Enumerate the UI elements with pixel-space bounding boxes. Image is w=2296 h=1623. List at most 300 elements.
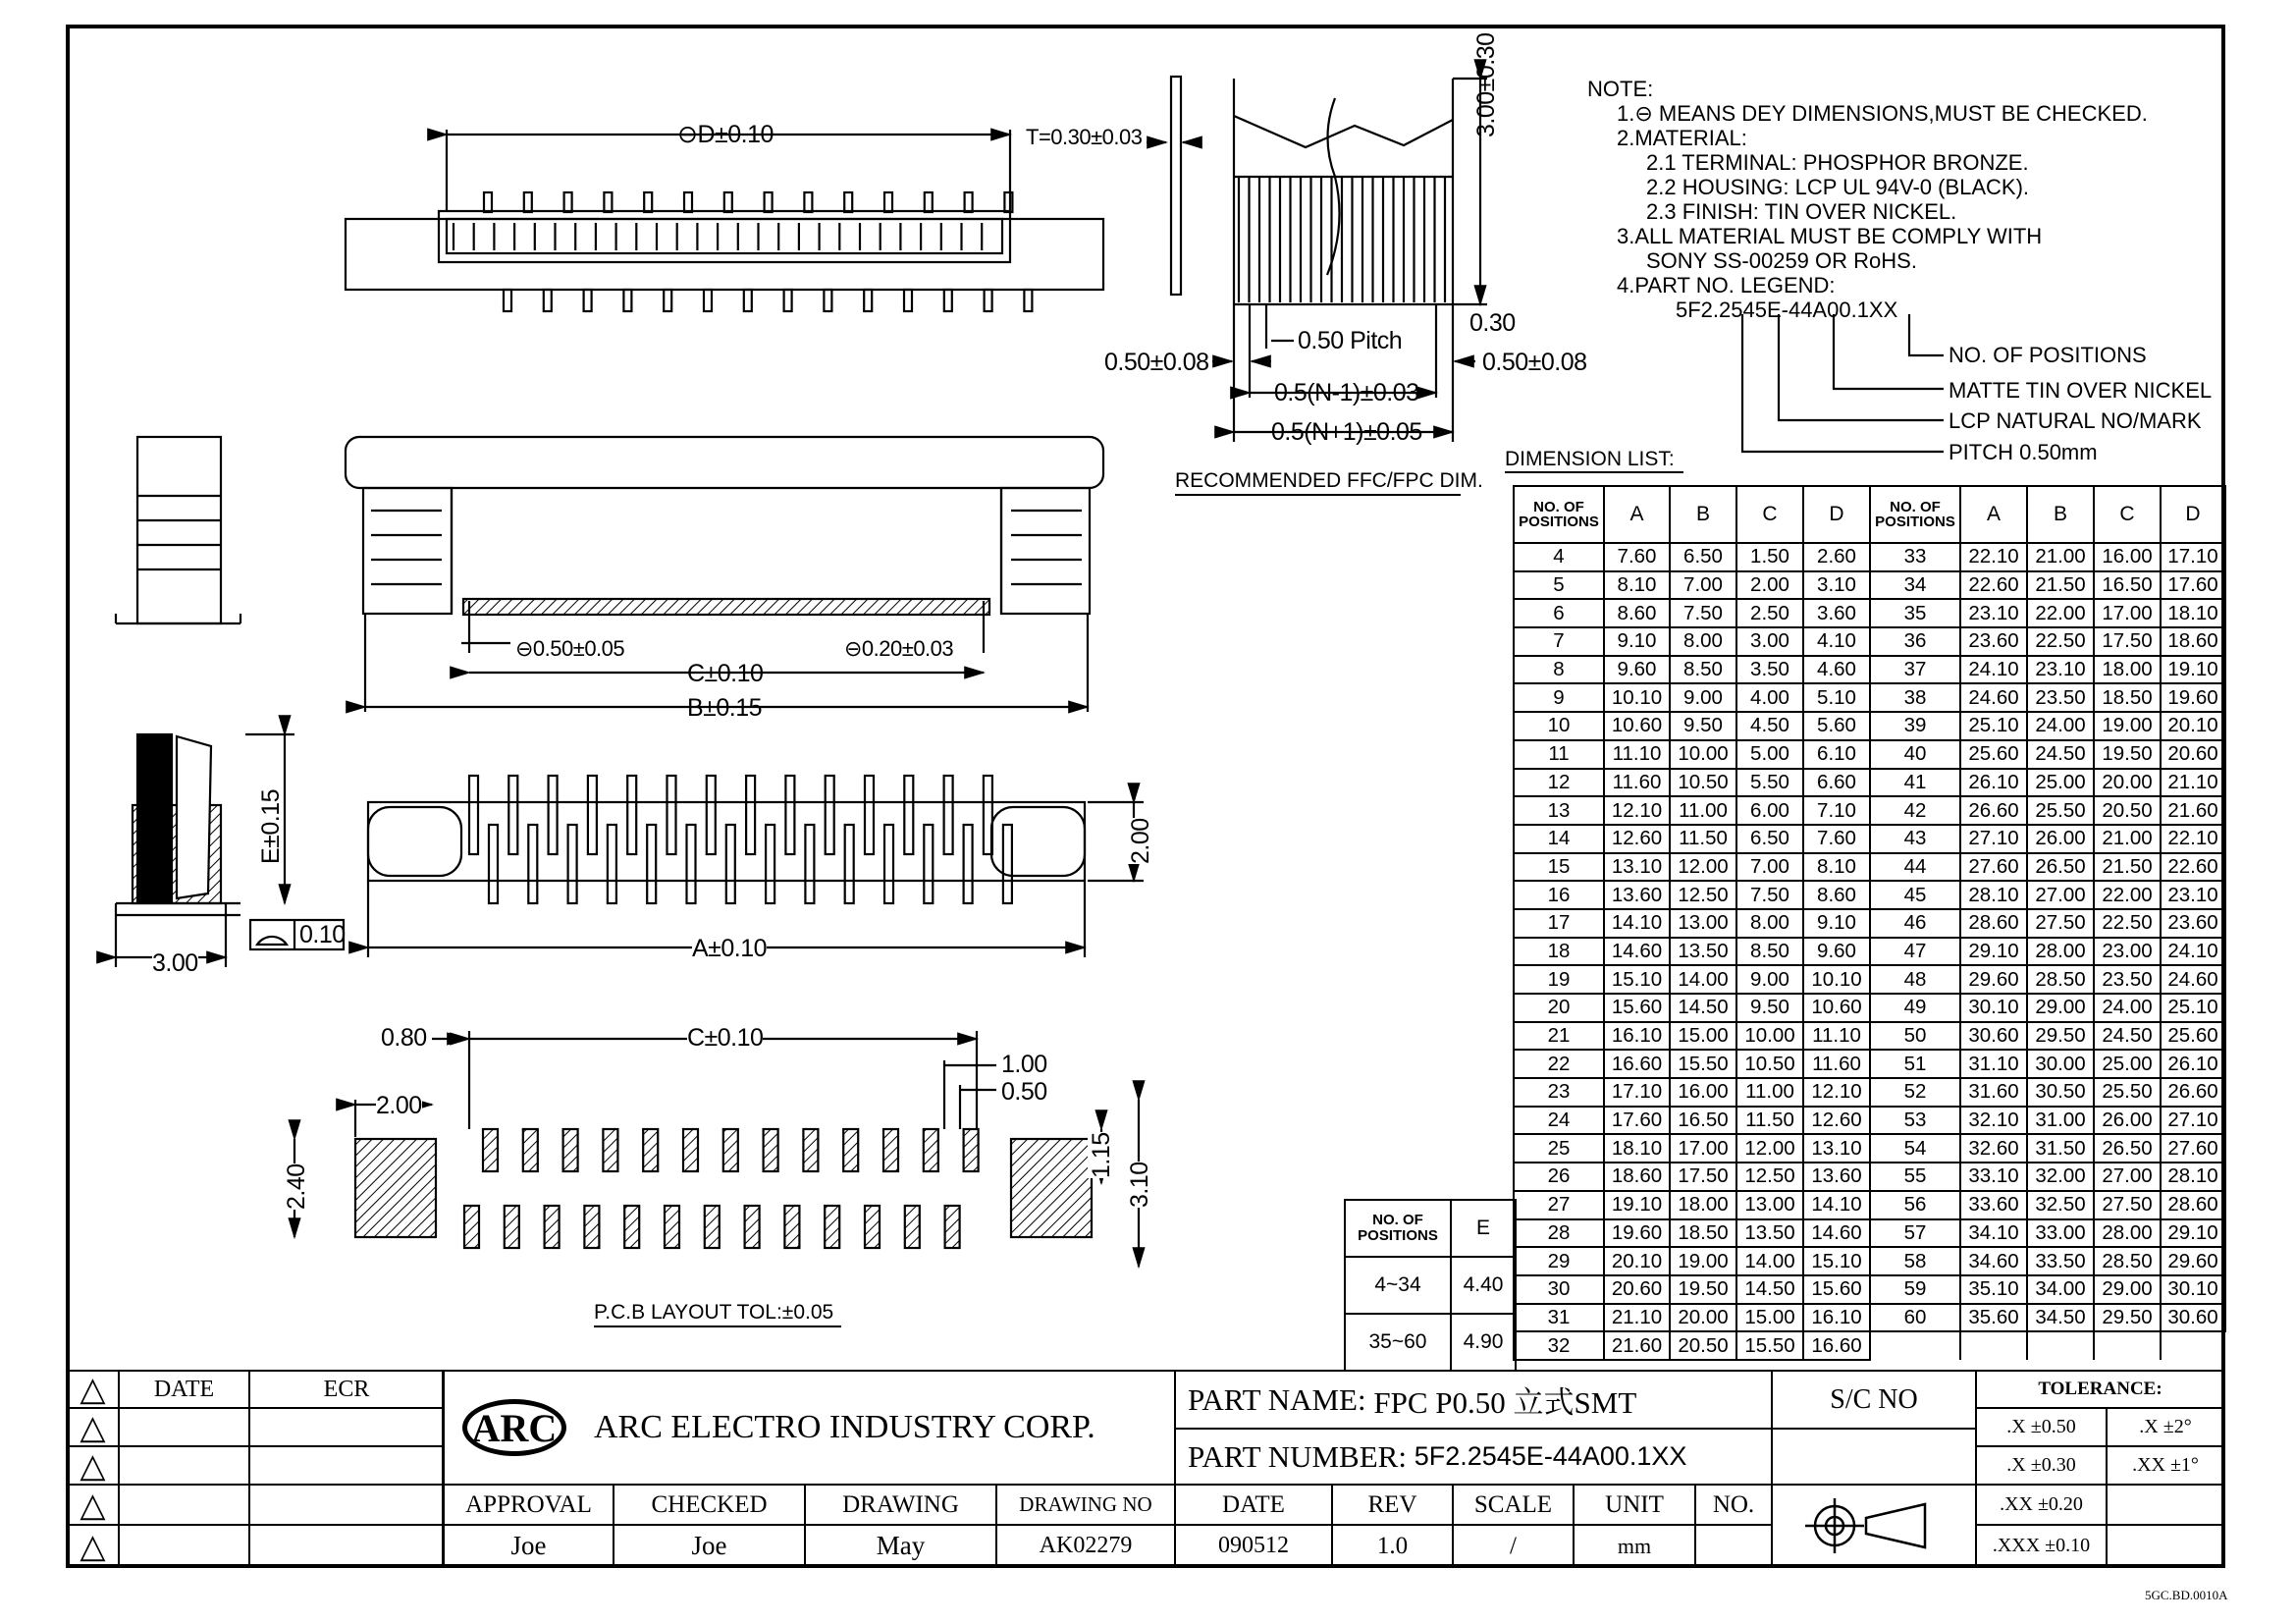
legend-item: NO. OF POSITIONS	[1949, 343, 2147, 367]
projection-symbol-icon	[1771, 1484, 1977, 1568]
pcb-pad	[803, 1129, 818, 1171]
table-cell: 6.60	[1803, 769, 1870, 797]
table-row	[1514, 938, 2225, 966]
table-cell: 21.60	[1604, 1331, 1670, 1360]
rev-label: REV	[1331, 1484, 1454, 1526]
table-cell: 35.60	[1960, 1304, 2027, 1332]
part-name: FPC P0.50 立式SMT	[1373, 1385, 1637, 1420]
unit-value: mm	[1573, 1524, 1696, 1568]
pcb-pad	[643, 1129, 658, 1171]
pcb-pad	[624, 1206, 639, 1248]
table-cell: 10	[1514, 712, 1604, 740]
table-cell: 27.10	[2161, 1107, 2225, 1135]
table-cell: 16.10	[1803, 1304, 1870, 1332]
table-cell: 30	[1514, 1275, 1604, 1304]
table-cell: 7.00	[1670, 571, 1736, 600]
table-cell: 46	[1870, 909, 1960, 938]
logo-text: ARC	[471, 1405, 558, 1450]
table-cell: 44	[1870, 853, 1960, 882]
table-cell: 6.50	[1670, 543, 1736, 571]
table-cell: 12.50	[1736, 1163, 1803, 1191]
table-cell: 15.00	[1670, 1022, 1736, 1051]
table-cell: 37	[1870, 656, 1960, 684]
drawing-label: DRAWING	[804, 1484, 997, 1526]
bottom-pin-down	[805, 825, 814, 903]
top-pin	[704, 290, 712, 311]
pcb-pad	[603, 1129, 617, 1171]
table-cell: 11.60	[1803, 1050, 1870, 1078]
table-cell: 11.60	[1604, 769, 1670, 797]
table-cell: 5.10	[1803, 683, 1870, 712]
table-cell: 22.50	[2094, 909, 2161, 938]
notes	[1587, 77, 2148, 322]
table-cell: 30.10	[2161, 1275, 2225, 1304]
table-cell: 11.10	[1803, 1022, 1870, 1051]
pcb-pad	[705, 1206, 720, 1248]
table-cell: 7.50	[1736, 881, 1803, 909]
table-cell: 26	[1514, 1163, 1604, 1191]
scale-label: SCALE	[1452, 1484, 1575, 1526]
table-cell: 33.50	[2027, 1247, 2094, 1275]
table-cell: 18.00	[1670, 1191, 1736, 1219]
part-number-label: PART NUMBER:	[1188, 1438, 1407, 1474]
company-logo	[462, 1399, 566, 1456]
table-cell: 21.10	[2161, 769, 2225, 797]
table-row	[1514, 881, 2225, 909]
table-cell: 26.10	[2161, 1050, 2225, 1078]
dim-pcb-200: 2.00	[376, 1092, 422, 1119]
approval-label: APPROVAL	[443, 1484, 614, 1526]
table-cell: 51	[1870, 1050, 1960, 1078]
table-cell: 23.60	[1960, 627, 2027, 656]
table-cell: 54	[1870, 1134, 1960, 1163]
pcb-pad	[883, 1129, 898, 1171]
table-cell: 41	[1870, 769, 1960, 797]
dim-pcb-050: 0.50	[1001, 1078, 1047, 1106]
top-pin	[684, 192, 692, 212]
table-cell: 20.50	[1670, 1331, 1736, 1360]
bottom-pin-up	[588, 776, 597, 854]
table-cell: 29.60	[2161, 1247, 2225, 1275]
dim-ffc-l: 0.50±0.08	[1104, 349, 1209, 376]
table-cell: 5.50	[1736, 769, 1803, 797]
table-cell: 15.50	[1736, 1331, 1803, 1360]
approval-value: Joe	[443, 1524, 614, 1568]
table-cell: 18.60	[2161, 627, 2225, 656]
pcb-pad	[563, 1129, 578, 1171]
table-cell: 21.50	[2027, 571, 2094, 600]
table-cell: 23.60	[2161, 909, 2225, 938]
pcb-pad	[745, 1206, 760, 1248]
table-cell: 17.60	[2161, 571, 2225, 600]
note-line: 3.ALL MATERIAL MUST BE COMPLY WITH	[1617, 224, 2043, 248]
table-cell: 32	[1514, 1331, 1604, 1360]
dimension-list-header: NO. OF POSITIONS	[1870, 486, 1960, 543]
table-cell: 20.00	[1670, 1304, 1736, 1332]
table-cell: 32.50	[2027, 1191, 2094, 1219]
table-cell: 7	[1514, 627, 1604, 656]
bottom-pin-up	[944, 776, 953, 854]
table-cell: 59	[1870, 1275, 1960, 1304]
table-cell: 8.00	[1736, 909, 1803, 938]
tolerance-value: .X ±0.50	[1975, 1407, 2108, 1447]
bottom-pin-down	[884, 825, 893, 903]
table-cell: 56	[1870, 1191, 1960, 1219]
table-cell: 15.10	[1803, 1247, 1870, 1275]
table-cell: 3.60	[1803, 599, 1870, 627]
pcb-pad	[545, 1206, 560, 1248]
date2-value: 090512	[1174, 1524, 1333, 1568]
table-cell: 25.00	[2094, 1050, 2161, 1078]
table-cell: 7.50	[1670, 599, 1736, 627]
table-cell: 12.60	[1604, 825, 1670, 853]
table-cell: 10.50	[1670, 769, 1736, 797]
table-cell: 14.60	[1604, 938, 1670, 966]
top-pin	[484, 192, 492, 212]
table-cell: 25.10	[1960, 712, 2027, 740]
table-cell: 10.60	[1803, 994, 1870, 1022]
table-cell: 13.50	[1736, 1219, 1803, 1248]
table-cell: 16.10	[1604, 1022, 1670, 1051]
table-cell: 20.60	[2161, 740, 2225, 769]
table-cell: 23.10	[1960, 599, 2027, 627]
table-row	[1514, 909, 2225, 938]
table-row	[1514, 825, 2225, 853]
dim-b: B±0.15	[687, 694, 763, 722]
table-cell: 19.00	[1670, 1247, 1736, 1275]
table-cell: 13.10	[1803, 1134, 1870, 1163]
top-pin	[965, 192, 973, 212]
table-cell: 9.60	[1803, 938, 1870, 966]
table-cell: 31.50	[2027, 1134, 2094, 1163]
table-cell: 49	[1870, 994, 1960, 1022]
table-cell: 19.10	[2161, 656, 2225, 684]
table-cell: 29.60	[1960, 965, 2027, 994]
pcb-pad	[784, 1206, 799, 1248]
table-row	[1514, 1134, 2225, 1163]
table-cell: 9	[1514, 683, 1604, 712]
table-cell: 24	[1514, 1107, 1604, 1135]
table-cell: 25.60	[1960, 740, 2027, 769]
table-cell: 12.60	[1803, 1107, 1870, 1135]
revision-triangle-icon: △	[66, 1445, 120, 1486]
table-row	[1514, 1078, 2225, 1107]
table-cell: 14.00	[1670, 965, 1736, 994]
table-cell: 18.60	[1604, 1163, 1670, 1191]
table-cell: 13.60	[1803, 1163, 1870, 1191]
table-cell: 15.60	[1803, 1275, 1870, 1304]
table-row	[1514, 1107, 2225, 1135]
table-cell: 16.50	[2094, 571, 2161, 600]
table-cell: 22.00	[2027, 599, 2094, 627]
dim-ffc-n1: 0.5(N-1)±0.03	[1274, 379, 1419, 406]
table-cell: 4	[1514, 543, 1604, 571]
table-cell: 20.10	[1604, 1247, 1670, 1275]
table-cell: 27.50	[2027, 909, 2094, 938]
ffc-title: RECOMMENDED FFC/FPC DIM.	[1175, 469, 1483, 492]
table-cell: 18.50	[2094, 683, 2161, 712]
table-cell: 26.60	[1960, 796, 2027, 825]
table-cell: 28.10	[2161, 1163, 2225, 1191]
table-cell: 31.60	[1960, 1078, 2027, 1107]
table-row	[1514, 1022, 2225, 1051]
table-cell: 3.50	[1736, 656, 1803, 684]
top-pin	[584, 290, 592, 311]
table-cell: 23	[1514, 1078, 1604, 1107]
table-cell: 6	[1514, 599, 1604, 627]
table-row	[1514, 656, 2225, 684]
dim-pcb-c: C±0.10	[687, 1024, 764, 1052]
e-table-header: E	[1451, 1200, 1516, 1257]
table-row	[1514, 740, 2225, 769]
dimension-list-header: A	[1604, 486, 1670, 543]
table-cell: 4.60	[1803, 656, 1870, 684]
dim-a: A±0.10	[692, 935, 768, 962]
table-cell: 35	[1870, 599, 1960, 627]
table-cell: 29.10	[2161, 1219, 2225, 1248]
table-cell: 23.10	[2027, 656, 2094, 684]
bottom-pin-up	[627, 776, 636, 854]
top-pin	[544, 290, 552, 311]
drawing-no-label: DRAWING NO	[995, 1484, 1176, 1526]
table-cell: 25.60	[2161, 1022, 2225, 1051]
revision-triangle-icon: △	[66, 1484, 120, 1526]
tolerance-value: .X ±2°	[2106, 1407, 2225, 1447]
table-cell: 22.00	[2094, 881, 2161, 909]
table-cell: 13	[1514, 796, 1604, 825]
top-pin	[784, 290, 792, 311]
table-cell: 60	[1870, 1304, 1960, 1332]
table-cell: 34	[1870, 571, 1960, 600]
table-cell: 14.50	[1736, 1275, 1803, 1304]
table-cell: 47	[1870, 938, 1960, 966]
top-pin	[1004, 192, 1012, 212]
bottom-pin-up	[785, 776, 794, 854]
dim-pcb-310: 3.10	[1126, 1162, 1153, 1208]
company-name: ARC ELECTRO INDUSTRY CORP.	[594, 1409, 1095, 1445]
dim-pcb-100: 1.00	[1001, 1051, 1047, 1078]
table-cell: 19.50	[2094, 740, 2161, 769]
table-cell: 16	[1514, 881, 1604, 909]
pcb-pad	[723, 1129, 738, 1171]
dimension-list-header: C	[2094, 486, 2161, 543]
table-cell: 19.60	[1604, 1219, 1670, 1248]
table-row	[1514, 1219, 2225, 1248]
table-cell: 21.50	[2094, 853, 2161, 882]
drawing-no-value: AK02279	[995, 1524, 1176, 1568]
bottom-pin-down	[726, 825, 735, 903]
table-row	[1514, 712, 2225, 740]
dimension-list-header: B	[2027, 486, 2094, 543]
table-cell: 29.00	[2094, 1275, 2161, 1304]
unit-label: UNIT	[1573, 1484, 1696, 1526]
table-cell: 23.10	[2161, 881, 2225, 909]
table-row	[1514, 853, 2225, 882]
table-row	[1514, 543, 2225, 571]
table-cell: 8.50	[1736, 938, 1803, 966]
table-cell: 38	[1870, 683, 1960, 712]
notes-header: NOTE:	[1587, 77, 1654, 101]
bottom-pin-down	[647, 825, 656, 903]
bottom-pin-down	[964, 825, 973, 903]
table-row	[1514, 1247, 2225, 1275]
note-line: SONY SS-00259 OR RoHS.	[1646, 248, 1917, 273]
table-cell: 14.10	[1604, 909, 1670, 938]
tolerance-value: .XXX ±0.10	[1975, 1524, 2108, 1568]
dim-pcb-080: 0.80	[381, 1024, 427, 1052]
table-cell: 14.10	[1803, 1191, 1870, 1219]
top-pin	[925, 192, 933, 212]
table-cell: 24.00	[2094, 994, 2161, 1022]
legend-leaders	[1742, 314, 1944, 452]
pcb-title: P.C.B LAYOUT TOL:±0.05	[594, 1301, 834, 1324]
table-cell: 15.10	[1604, 965, 1670, 994]
tolerance-header: TOLERANCE:	[1975, 1370, 2225, 1409]
table-row	[1514, 1191, 2225, 1219]
table-cell: 16.60	[1803, 1331, 1870, 1360]
table-cell: 25.50	[2027, 796, 2094, 825]
bottom-pin-up	[667, 776, 676, 854]
dimension-list-header: A	[1960, 486, 2027, 543]
table-cell: 9.00	[1736, 965, 1803, 994]
bottom-view	[368, 776, 1144, 957]
top-pin	[623, 290, 631, 311]
dimension-list-header: B	[1670, 486, 1736, 543]
table-cell: 13.60	[1604, 881, 1670, 909]
table-cell: 22.10	[2161, 825, 2225, 853]
table-cell: 14.50	[1670, 994, 1736, 1022]
dim-w3: 3.00	[152, 949, 198, 977]
table-cell: 29.50	[2094, 1304, 2161, 1332]
top-pin	[844, 192, 852, 212]
table-cell: 27.60	[2161, 1134, 2225, 1163]
top-pin	[1024, 290, 1032, 311]
pcb-pad	[483, 1129, 498, 1171]
table-cell: 27	[1514, 1191, 1604, 1219]
table-cell: 4.50	[1736, 712, 1803, 740]
table-cell: 53	[1870, 1107, 1960, 1135]
table-cell: 28.60	[1960, 909, 2027, 938]
top-pin	[884, 192, 892, 212]
dim-ffc-h: 3.00±0.30	[1472, 32, 1500, 137]
table-cell: 12.10	[1604, 796, 1670, 825]
table-cell: 3.00	[1736, 627, 1803, 656]
table-cell: 31.00	[2027, 1107, 2094, 1135]
table-cell: 16.50	[1670, 1107, 1736, 1135]
table-cell: 17.50	[2094, 627, 2161, 656]
table-cell: 4.10	[1803, 627, 1870, 656]
table-cell: 2.50	[1736, 599, 1803, 627]
table-cell: 24.60	[1960, 683, 2027, 712]
table-cell: 33.00	[2027, 1219, 2094, 1248]
table-cell: 7.60	[1803, 825, 1870, 853]
pcb-pad	[505, 1206, 519, 1248]
table-cell: 31	[1514, 1304, 1604, 1332]
bottom-pin-down	[1003, 825, 1012, 903]
table-row	[1514, 1275, 2225, 1304]
table-cell: 3.10	[1803, 571, 1870, 600]
table-cell: 24.10	[1960, 656, 2027, 684]
table-cell: 30.10	[1960, 994, 2027, 1022]
table-cell: 13.00	[1736, 1191, 1803, 1219]
table-cell: 19	[1514, 965, 1604, 994]
table-cell: 52	[1870, 1078, 1960, 1107]
dim-h2: 2.00	[1127, 818, 1154, 864]
top-pin	[664, 290, 671, 311]
e-table-header: NO. OF POSITIONS	[1345, 1200, 1451, 1257]
table-cell: 2.00	[1736, 571, 1803, 600]
table-cell: 24.50	[2094, 1022, 2161, 1051]
table-cell: 9.10	[1604, 627, 1670, 656]
table-cell: 31.10	[1960, 1050, 2027, 1078]
table-cell: 11.10	[1604, 740, 1670, 769]
table-cell: 25	[1514, 1134, 1604, 1163]
table-cell: 10.10	[1803, 965, 1870, 994]
top-pin	[765, 192, 773, 212]
table-cell: 13.00	[1670, 909, 1736, 938]
table-cell: 28.10	[1960, 881, 2027, 909]
table-cell: 35.10	[1960, 1275, 2027, 1304]
dim-ffc-r: 0.50±0.08	[1482, 349, 1587, 376]
table-cell: 5	[1514, 571, 1604, 600]
table-cell: 20.00	[2094, 769, 2161, 797]
dim-e: E±0.15	[257, 788, 285, 864]
table-cell: 17.10	[1604, 1078, 1670, 1107]
table-cell: 18.10	[1604, 1134, 1670, 1163]
pcb-pad	[764, 1129, 778, 1171]
table-cell: 7.60	[1604, 543, 1670, 571]
table-cell: 25.10	[2161, 994, 2225, 1022]
e-table-cell: 35~60	[1345, 1314, 1451, 1371]
table-cell: 14.60	[1803, 1219, 1870, 1248]
pcb-pad	[523, 1129, 538, 1171]
legend-code: 5F2.2545E-44A00.1XX	[1676, 298, 1898, 322]
table-cell: 26.00	[2027, 825, 2094, 853]
table-cell: 17.10	[2161, 543, 2225, 571]
table-cell: 22.10	[1960, 543, 2027, 571]
table-cell: 8.60	[1803, 881, 1870, 909]
top-pin	[824, 290, 831, 311]
tolerance-value: .XX ±0.20	[1975, 1484, 2108, 1526]
legend-item: MATTE TIN OVER NICKEL	[1949, 378, 2213, 403]
table-cell	[2027, 1331, 2094, 1360]
table-cell: 36	[1870, 627, 1960, 656]
table-cell: 11.00	[1670, 796, 1736, 825]
table-cell: 23.50	[2027, 683, 2094, 712]
tolerance-value: .XX ±1°	[2106, 1445, 2225, 1486]
table-cell: 28.60	[2161, 1191, 2225, 1219]
dimension-list-title: DIMENSION LIST:	[1505, 448, 1675, 470]
part-number: 5F2.2545E-44A00.1XX	[1414, 1441, 1687, 1471]
top-pin	[864, 290, 872, 311]
dimension-list-header: NO. OF POSITIONS	[1514, 486, 1604, 543]
table-cell: 30.60	[2161, 1304, 2225, 1332]
note-line: 4.PART NO. LEGEND:	[1617, 273, 1836, 298]
table-cell: 8.10	[1604, 571, 1670, 600]
bottom-pin-down	[924, 825, 933, 903]
table-cell: 43	[1870, 825, 1960, 853]
dim-p020: ⊖0.20±0.03	[844, 636, 954, 661]
table-cell: 23.50	[2094, 965, 2161, 994]
table-cell: 1.50	[1736, 543, 1803, 571]
table-cell: 9.50	[1736, 994, 1803, 1022]
table-cell: 20	[1514, 994, 1604, 1022]
dim-ffc-t: 0.30	[1469, 309, 1516, 337]
legend-item: PITCH 0.50mm	[1949, 440, 2098, 464]
table-cell: 34.00	[2027, 1275, 2094, 1304]
table-cell: 5.00	[1736, 740, 1803, 769]
table-cell: 7.00	[1736, 853, 1803, 882]
